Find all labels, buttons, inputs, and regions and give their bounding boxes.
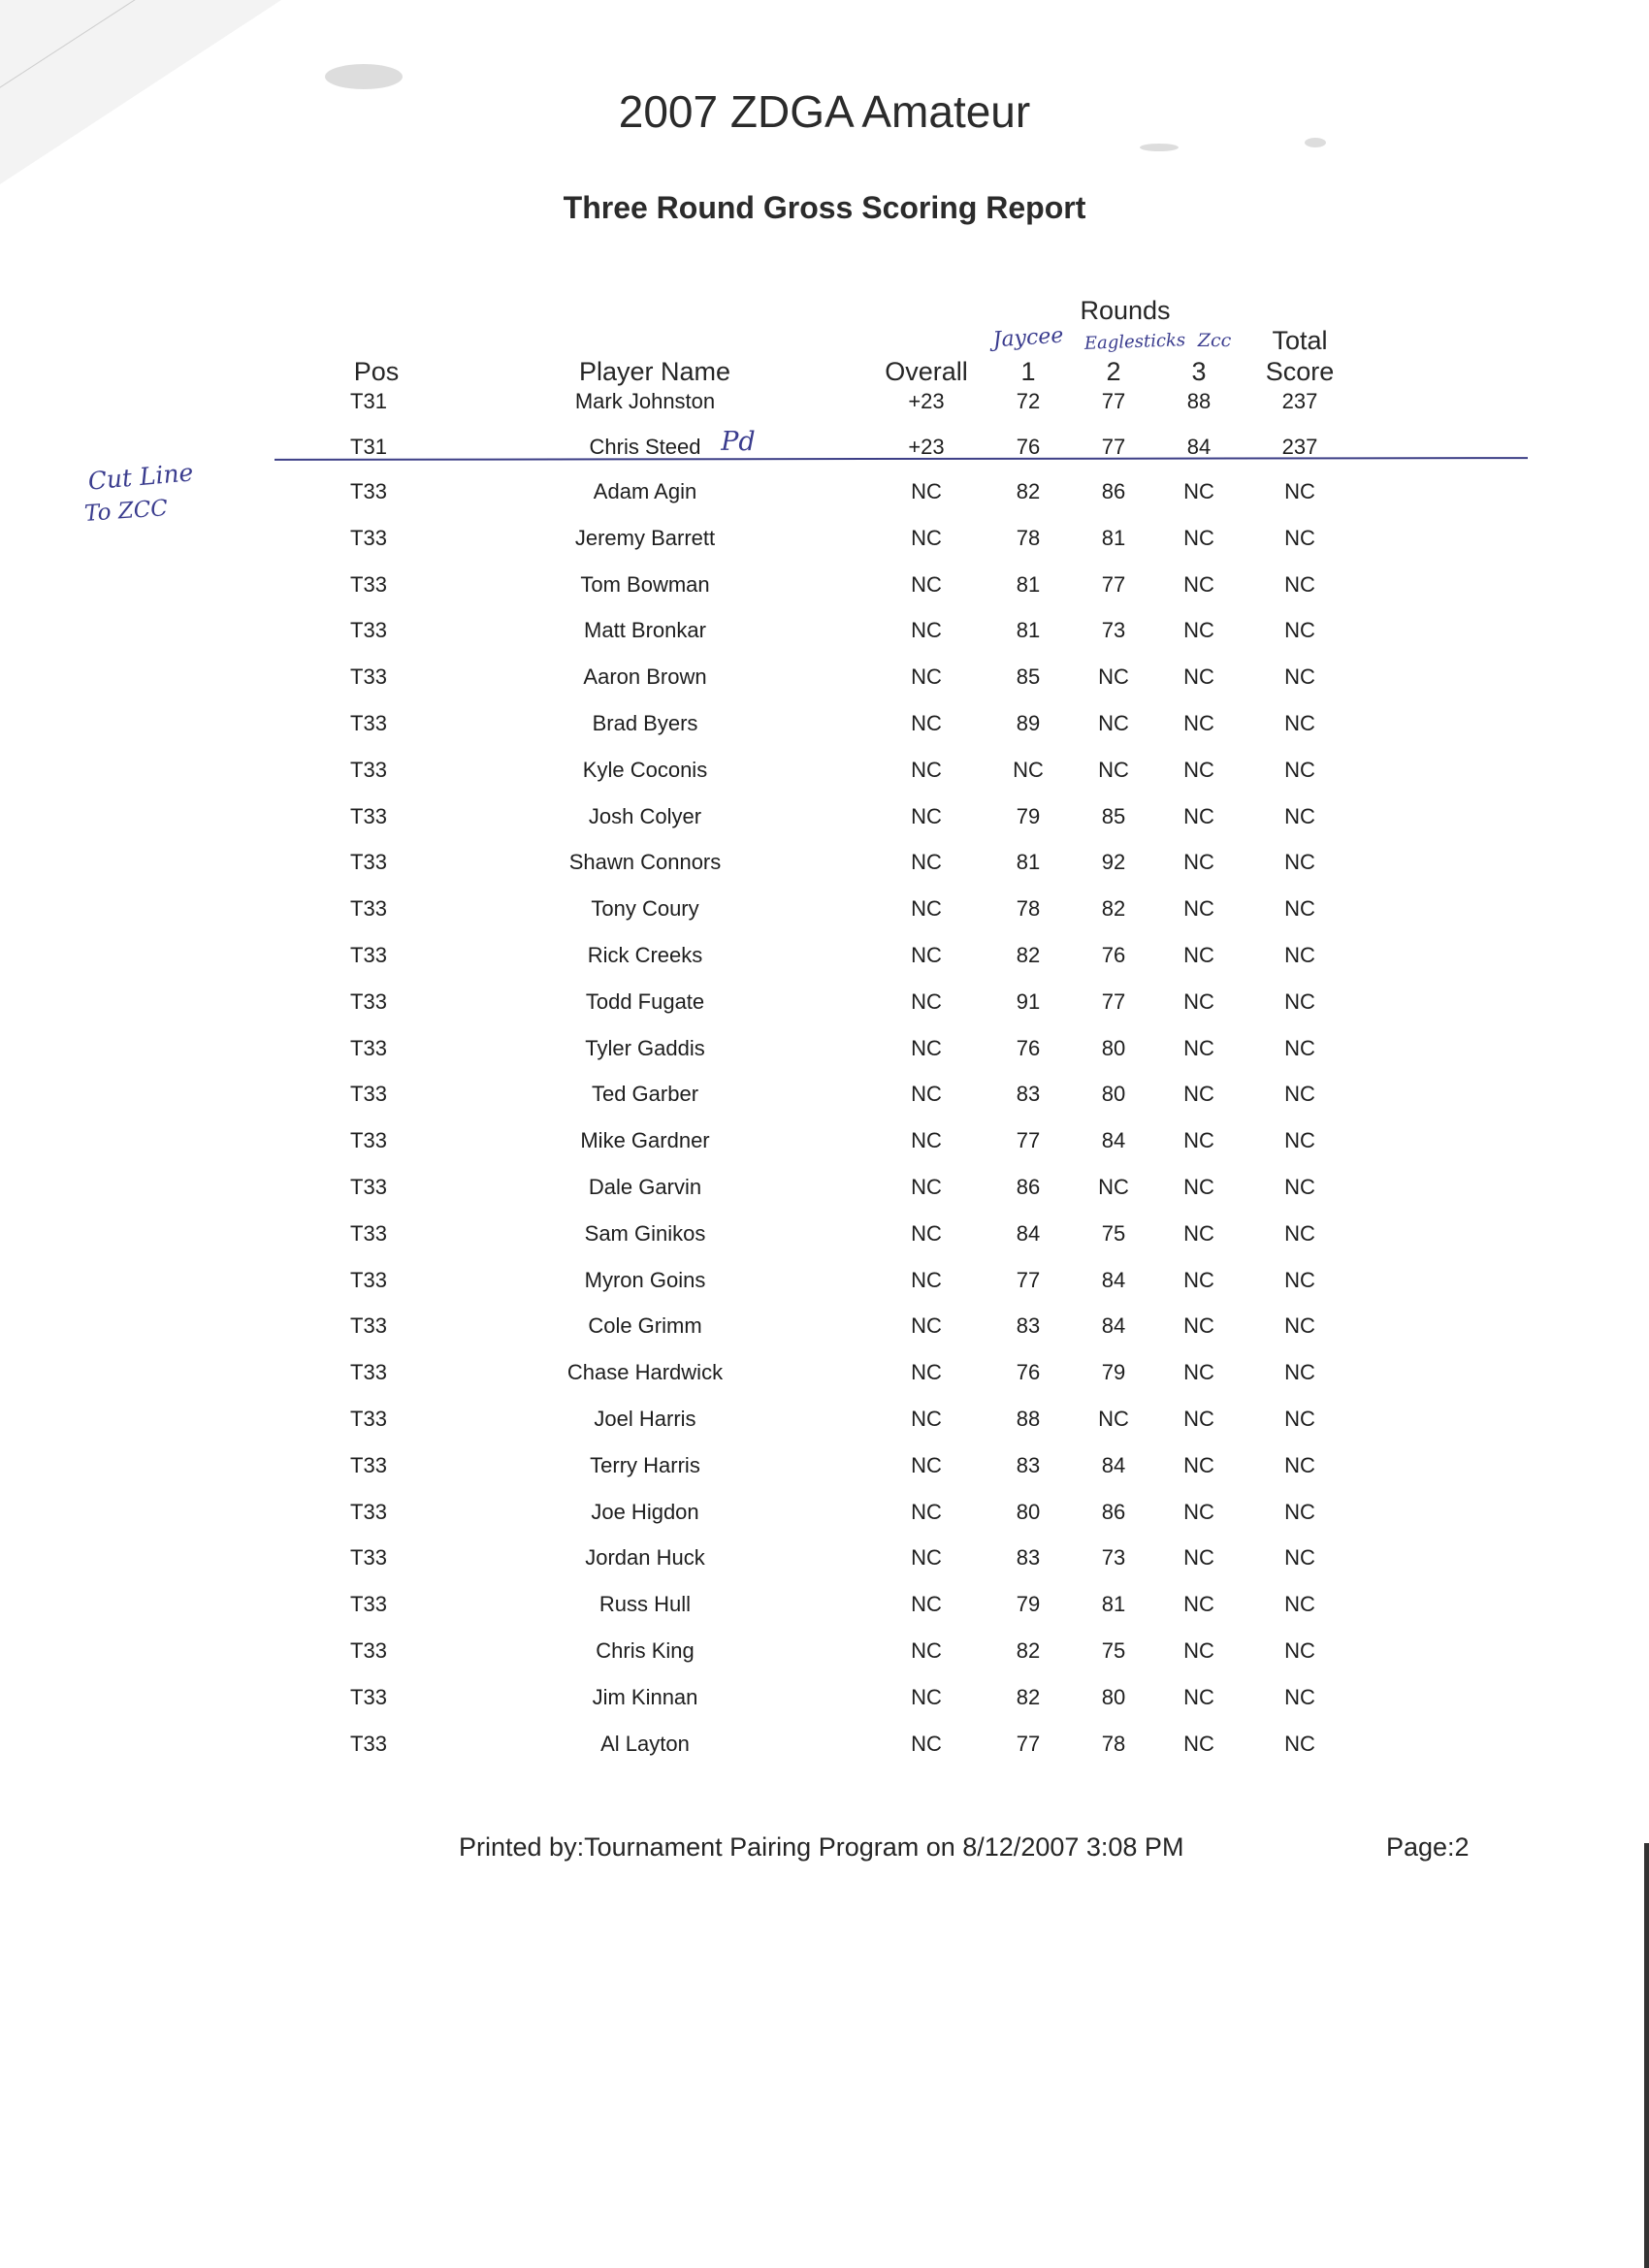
total-score-cell: NC: [1284, 989, 1315, 1014]
round1-score-cell: 78: [1016, 896, 1041, 921]
position-cell: T33: [350, 664, 387, 689]
total-score-cell: NC: [1284, 943, 1315, 967]
round2-score-cell: 77: [1101, 435, 1126, 459]
round3-score-cell: NC: [1183, 1221, 1214, 1246]
table-row: [0, 1128, 1649, 1167]
round2-score-cell: 80: [1101, 1082, 1126, 1106]
position-cell: T33: [350, 1036, 387, 1060]
player-name-cell: Joel Harris: [594, 1407, 696, 1431]
table-row: [0, 618, 1649, 657]
overall-cell: NC: [911, 1638, 942, 1663]
round1-score-cell: 77: [1016, 1732, 1041, 1756]
round3-score-cell: NC: [1183, 1082, 1214, 1106]
overall-cell: +23: [908, 389, 945, 413]
player-name-cell: Ted Garber: [591, 1082, 699, 1106]
round2-score-cell: 80: [1101, 1685, 1126, 1709]
position-cell: T33: [350, 618, 387, 642]
total-score-cell: 237: [1281, 435, 1318, 459]
position-cell: T33: [350, 1500, 387, 1524]
round1-score-cell: 84: [1016, 1221, 1041, 1246]
player-name-cell: Jordan Huck: [585, 1545, 705, 1570]
total-score-cell: NC: [1284, 479, 1315, 503]
round3-score-cell: NC: [1183, 758, 1214, 782]
round2-score-cell: 84: [1101, 1313, 1126, 1338]
round2-score-cell: NC: [1098, 1175, 1129, 1199]
round1-score-cell: 83: [1016, 1313, 1041, 1338]
round3-score-cell: NC: [1183, 618, 1214, 642]
player-name-header: Player Name: [578, 357, 731, 386]
round3-score-cell: NC: [1183, 1360, 1214, 1384]
overall-cell: NC: [911, 1360, 942, 1384]
overall-cell: NC: [911, 1128, 942, 1152]
position-cell: T33: [350, 1732, 387, 1756]
round3-score-cell: NC: [1183, 1313, 1214, 1338]
round3-score-cell: NC: [1183, 572, 1214, 597]
round2-score-cell: 86: [1101, 479, 1126, 503]
total-score-cell: NC: [1284, 1082, 1315, 1106]
round3-score-cell: NC: [1183, 943, 1214, 967]
round2-score-cell: NC: [1098, 711, 1129, 735]
round1-score-cell: 89: [1016, 711, 1041, 735]
round2-score-cell: 84: [1101, 1453, 1126, 1477]
round1-score-cell: 86: [1016, 1175, 1041, 1199]
player-name-cell: Adam Agin: [593, 479, 697, 503]
overall-cell: NC: [911, 1221, 942, 1246]
round3-score-cell: NC: [1183, 1036, 1214, 1060]
player-name-cell: Mike Gardner: [580, 1128, 710, 1152]
report-subtitle: Three Round Gross Scoring Report: [563, 190, 1086, 225]
player-name-cell: Dale Garvin: [588, 1175, 702, 1199]
round1-score-cell: 81: [1016, 850, 1041, 874]
table-row: [0, 1685, 1649, 1724]
round1-score-cell: 82: [1016, 479, 1041, 503]
printed-by-footer: Printed by:Tournament Pairing Program on 8/12/2007 3:08 PM: [459, 1832, 1184, 1862]
total-score-cell: NC: [1284, 1732, 1315, 1756]
round1-score-cell: 83: [1016, 1082, 1041, 1106]
round3-score-cell: NC: [1183, 989, 1214, 1014]
round2-score-cell: 92: [1101, 850, 1126, 874]
total-score-cell: NC: [1284, 1175, 1315, 1199]
total-score-cell: NC: [1284, 664, 1315, 689]
player-name-cell: Brad Byers: [592, 711, 698, 735]
round2-score-cell: 78: [1101, 1732, 1126, 1756]
handwritten-round3-course: Zcc: [1197, 330, 1232, 351]
overall-cell: NC: [911, 618, 942, 642]
player-name-cell: Jeremy Barrett: [574, 526, 716, 550]
overall-cell: NC: [911, 664, 942, 689]
player-name-cell: Matt Bronkar: [584, 618, 706, 642]
table-row: [0, 479, 1649, 518]
position-cell: T33: [350, 1082, 387, 1106]
position-cell: T33: [350, 1638, 387, 1663]
position-cell: T33: [350, 804, 387, 828]
position-cell: T33: [350, 1221, 387, 1246]
handwritten-round2-course: Eaglesticks: [1083, 330, 1186, 354]
overall-cell: NC: [911, 1500, 942, 1524]
round3-score-cell: NC: [1183, 1128, 1214, 1152]
total-score-cell: NC: [1284, 1453, 1315, 1477]
round1-score-cell: 82: [1016, 1685, 1041, 1709]
overall-cell: NC: [911, 896, 942, 921]
table-row: [0, 1082, 1649, 1120]
overall-cell: NC: [911, 989, 942, 1014]
round3-score-cell: NC: [1183, 1732, 1214, 1756]
overall-cell: NC: [911, 1175, 942, 1199]
position-cell: T33: [350, 850, 387, 874]
overall-cell: NC: [911, 758, 942, 782]
round2-score-cell: 81: [1101, 1592, 1126, 1616]
table-row: [0, 804, 1649, 843]
round2-score-cell: 76: [1101, 943, 1126, 967]
round1-score-cell: 83: [1016, 1545, 1041, 1570]
handwritten-margin-note-line1: Cut Line: [86, 458, 195, 496]
position-cell: T31: [350, 435, 387, 459]
position-cell: T33: [350, 1128, 387, 1152]
total-score-cell: NC: [1284, 1685, 1315, 1709]
table-row: [0, 1500, 1649, 1539]
table-row: [0, 1545, 1649, 1584]
round3-score-cell: 88: [1186, 389, 1212, 413]
round2-score-cell: NC: [1098, 664, 1129, 689]
player-name-cell: Cole Grimm: [588, 1313, 702, 1338]
table-row: [0, 758, 1649, 796]
round3-score-cell: NC: [1183, 1407, 1214, 1431]
round2-score-cell: 79: [1101, 1360, 1126, 1384]
report-title: 2007 ZDGA Amateur: [618, 86, 1031, 137]
table-row: [0, 435, 1649, 473]
round1-score-cell: 76: [1016, 435, 1041, 459]
total-score-cell: NC: [1284, 896, 1315, 921]
round1-score-cell: 85: [1016, 664, 1041, 689]
table-row: [0, 664, 1649, 703]
round1-score-cell: 82: [1016, 1638, 1041, 1663]
overall-cell: NC: [911, 1685, 942, 1709]
round1-score-cell: 76: [1016, 1360, 1041, 1384]
round1-score-cell: 79: [1016, 804, 1041, 828]
round3-score-cell: NC: [1183, 1453, 1214, 1477]
table-row: [0, 850, 1649, 889]
position-cell: T33: [350, 1685, 387, 1709]
table-row: [0, 1268, 1649, 1307]
round2-score-cell: 73: [1101, 1545, 1126, 1570]
table-row: [0, 1221, 1649, 1260]
round2-score-cell: 81: [1101, 526, 1126, 550]
total-score-cell: NC: [1284, 1128, 1315, 1152]
table-row: [0, 572, 1649, 611]
handwritten-round1-course: Jaycee: [991, 323, 1065, 353]
total-score-cell: NC: [1284, 1268, 1315, 1292]
player-name-cell: Tom Bowman: [580, 572, 710, 597]
total-score-cell: NC: [1284, 572, 1315, 597]
position-cell: T33: [350, 1545, 387, 1570]
table-row: [0, 1592, 1649, 1631]
overall-cell: NC: [911, 526, 942, 550]
total-score-cell: NC: [1284, 711, 1315, 735]
position-cell: T31: [350, 389, 387, 413]
player-name-cell: Mark Johnston: [574, 389, 716, 413]
overall-cell: NC: [911, 1407, 942, 1431]
total-score-cell: NC: [1284, 1360, 1315, 1384]
player-name-cell: Myron Goins: [584, 1268, 706, 1292]
total-score-cell: NC: [1284, 1592, 1315, 1616]
round3-score-cell: NC: [1183, 711, 1214, 735]
player-name-cell: Terry Harris: [590, 1453, 700, 1477]
table-row: [0, 1732, 1649, 1770]
total-header-line2: Score: [1265, 357, 1335, 386]
round1-score-cell: 91: [1016, 989, 1041, 1014]
round1-score-cell: 88: [1016, 1407, 1041, 1431]
position-cell: T33: [350, 572, 387, 597]
round2-score-cell: 73: [1101, 618, 1126, 642]
table-row: [0, 1036, 1649, 1075]
table-row: [0, 896, 1649, 935]
table-row: [0, 1453, 1649, 1492]
total-header-line1: Total: [1272, 326, 1328, 355]
overall-header: Overall: [885, 357, 968, 386]
player-name-cell: Tony Coury: [591, 896, 699, 921]
total-score-cell: NC: [1284, 1407, 1315, 1431]
table-row: [0, 1360, 1649, 1399]
round3-score-cell: NC: [1183, 1545, 1214, 1570]
overall-cell: NC: [911, 1268, 942, 1292]
round3-score-cell: 84: [1186, 435, 1212, 459]
round3-score-cell: NC: [1183, 1500, 1214, 1524]
round1-score-cell: 72: [1016, 389, 1041, 413]
position-cell: T33: [350, 943, 387, 967]
player-name-cell: Russ Hull: [598, 1592, 692, 1616]
round2-score-cell: 77: [1101, 572, 1126, 597]
total-score-cell: NC: [1284, 804, 1315, 828]
position-cell: T33: [350, 526, 387, 550]
table-row: [0, 1313, 1649, 1352]
player-name-cell: Jim Kinnan: [592, 1685, 698, 1709]
round1-score-cell: 77: [1016, 1268, 1041, 1292]
position-cell: T33: [350, 1268, 387, 1292]
total-score-cell: NC: [1284, 526, 1315, 550]
overall-cell: NC: [911, 1082, 942, 1106]
position-cell: T33: [350, 758, 387, 782]
table-row: [0, 1407, 1649, 1445]
round3-score-cell: NC: [1183, 850, 1214, 874]
table-row: [0, 943, 1649, 982]
round1-score-cell: NC: [1013, 758, 1044, 782]
player-name-cell: Chris King: [596, 1638, 695, 1663]
player-name-cell: Chase Hardwick: [566, 1360, 724, 1384]
round3-score-cell: NC: [1183, 664, 1214, 689]
round1-score-cell: 78: [1016, 526, 1041, 550]
overall-cell: NC: [911, 572, 942, 597]
total-score-cell: NC: [1284, 1638, 1315, 1663]
round2-score-cell: NC: [1098, 758, 1129, 782]
player-name-cell: Al Layton: [600, 1732, 690, 1756]
total-score-cell: NC: [1284, 758, 1315, 782]
total-score-cell: 237: [1281, 389, 1318, 413]
round1-header: 1: [1020, 357, 1036, 386]
overall-cell: NC: [911, 1036, 942, 1060]
total-score-cell: NC: [1284, 1036, 1315, 1060]
round1-score-cell: 83: [1016, 1453, 1041, 1477]
total-score-cell: NC: [1284, 1500, 1315, 1524]
overall-cell: NC: [911, 1545, 942, 1570]
round1-score-cell: 81: [1016, 618, 1041, 642]
total-score-cell: NC: [1284, 1545, 1315, 1570]
round3-header: 3: [1191, 357, 1207, 386]
round2-score-cell: 77: [1101, 989, 1126, 1014]
player-name-cell: Shawn Connors: [568, 850, 722, 874]
position-cell: T33: [350, 896, 387, 921]
overall-cell: NC: [911, 1453, 942, 1477]
round2-score-cell: 82: [1101, 896, 1126, 921]
total-score-cell: NC: [1284, 618, 1315, 642]
round1-score-cell: 80: [1016, 1500, 1041, 1524]
round3-score-cell: NC: [1183, 479, 1214, 503]
round3-score-cell: NC: [1183, 1592, 1214, 1616]
round3-score-cell: NC: [1183, 804, 1214, 828]
round1-score-cell: 77: [1016, 1128, 1041, 1152]
player-name-cell: Rick Creeks: [587, 943, 703, 967]
player-name-cell: Kyle Coconis: [582, 758, 708, 782]
total-score-cell: NC: [1284, 1313, 1315, 1338]
table-row: [0, 711, 1649, 750]
total-score-cell: NC: [1284, 850, 1315, 874]
round2-score-cell: 85: [1101, 804, 1126, 828]
position-cell: T33: [350, 1592, 387, 1616]
player-name-cell: Chris Steed: [589, 435, 701, 459]
round1-score-cell: 76: [1016, 1036, 1041, 1060]
player-name-cell: Joe Higdon: [591, 1500, 699, 1524]
rounds-group-header: Rounds: [1080, 296, 1171, 325]
position-cell: T33: [350, 1407, 387, 1431]
round2-header: 2: [1106, 357, 1121, 386]
position-cell: T33: [350, 989, 387, 1014]
round1-score-cell: 82: [1016, 943, 1041, 967]
table-row: [0, 1638, 1649, 1677]
position-cell: T33: [350, 1175, 387, 1199]
round2-score-cell: 80: [1101, 1036, 1126, 1060]
round3-score-cell: NC: [1183, 526, 1214, 550]
page-number: Page:2: [1386, 1832, 1470, 1862]
overall-cell: NC: [911, 850, 942, 874]
table-row: [0, 526, 1649, 565]
round2-score-cell: NC: [1098, 1407, 1129, 1431]
player-name-cell: Sam Ginikos: [584, 1221, 706, 1246]
player-name-cell: Aaron Brown: [583, 664, 707, 689]
position-cell: T33: [350, 711, 387, 735]
table-row: [0, 989, 1649, 1028]
total-score-cell: NC: [1284, 1221, 1315, 1246]
overall-cell: NC: [911, 711, 942, 735]
overall-cell: NC: [911, 1732, 942, 1756]
overall-cell: +23: [908, 435, 945, 459]
scan-smudge: [1140, 144, 1179, 151]
round2-score-cell: 84: [1101, 1268, 1126, 1292]
round3-score-cell: NC: [1183, 1685, 1214, 1709]
overall-cell: NC: [911, 1592, 942, 1616]
round2-score-cell: 86: [1101, 1500, 1126, 1524]
overall-cell: NC: [911, 804, 942, 828]
scan-smudge: [1305, 138, 1326, 147]
round2-score-cell: 84: [1101, 1128, 1126, 1152]
position-cell: T33: [350, 1313, 387, 1338]
player-name-cell: Tyler Gaddis: [585, 1036, 705, 1060]
player-name-cell: Todd Fugate: [585, 989, 705, 1014]
round3-score-cell: NC: [1183, 1638, 1214, 1663]
overall-cell: NC: [911, 479, 942, 503]
round3-score-cell: NC: [1183, 896, 1214, 921]
round2-score-cell: 77: [1101, 389, 1126, 413]
table-row: [0, 389, 1649, 428]
position-cell: T33: [350, 1360, 387, 1384]
round2-score-cell: 75: [1101, 1221, 1126, 1246]
round1-score-cell: 81: [1016, 572, 1041, 597]
overall-cell: NC: [911, 1313, 942, 1338]
round3-score-cell: NC: [1183, 1175, 1214, 1199]
overall-cell: NC: [911, 943, 942, 967]
handwritten-paid-mark: Pd: [721, 427, 756, 457]
round3-score-cell: NC: [1183, 1268, 1214, 1292]
player-name-cell: Josh Colyer: [588, 804, 702, 828]
handwritten-margin-note-line2: To ZCC: [83, 496, 169, 527]
position-cell: T33: [350, 1453, 387, 1477]
round1-score-cell: 79: [1016, 1592, 1041, 1616]
table-row: [0, 1175, 1649, 1214]
round2-score-cell: 75: [1101, 1638, 1126, 1663]
position-cell: T33: [350, 479, 387, 503]
pos-header: Pos: [353, 357, 400, 386]
scan-edge-shadow: [1644, 1843, 1649, 2268]
